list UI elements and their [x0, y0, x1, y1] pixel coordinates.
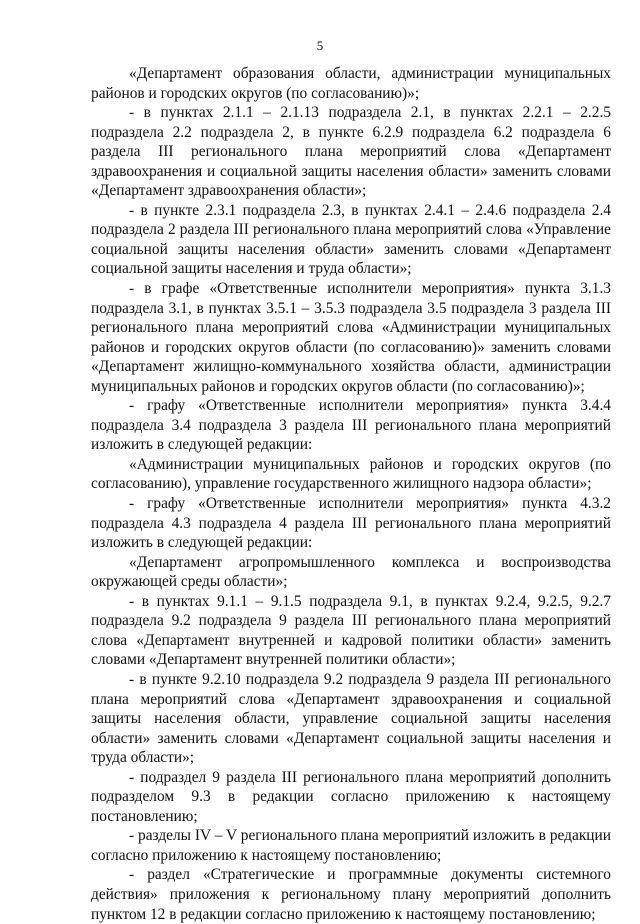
paragraph-13: - раздел «Стратегические и программные документы системного действия» приложения к региональному плану мероприятий дополнить пунктом 12 в редакции согласно приложению к настоящему постановлению;: [91, 866, 611, 923]
paragraph-4: - в графе «Ответственные исполнители мероприятия» пункта 3.1.3 подраздела 3.1, в пунктах 3.5.1 – 3.5.3 подраздела 3.5 подраздела 3 раздела III регионального плана мероприятий слова «Администрации муниципальных районов и городских округов области (по согласованию)» заменить словами «Департамент жилищно-коммунального хозяйства области, администрации муниципальных районов и городских округов области (по согласованию)»;: [91, 280, 611, 395]
document-body: [91, 64, 611, 924]
paragraph-5: - графу «Ответственные исполнители мероприятия» пункта 3.4.4 подраздела 3.4 подраздела 3 раздела III регионального плана мероприятий изложить в следующей редакции:: [91, 397, 611, 454]
paragraph-12: - разделы IV – V регионального плана мероприятий изложить в редакции согласно приложению к настоящему постановлению;: [91, 827, 611, 864]
paragraph-1: «Департамент образования области, администрации муниципальных районов и городских округов (по согласованию)»;: [91, 65, 611, 102]
paragraph-3: - в пункте 2.3.1 подраздела 2.3, в пунктах 2.4.1 – 2.4.6 подраздела 2.4 подраздела 2 раздела III регионального плана мероприятий слова «Управление социальной защиты населения области» заменить словами «Департамент социальной защиты населения и труда области»;: [91, 201, 611, 278]
paragraph-2: - в пунктах 2.1.1 – 2.1.13 подраздела 2.1, в пунктах 2.2.1 – 2.2.5 подраздела 2.2 подраздела 2, в пункте 6.2.9 подраздела 6.2 подраздела 6 раздела III регионального плана мероприятий слова «Департамент здравоохранения и социальной защиты населения области» заменить словами «Департамент здравоохранения области»;: [91, 104, 611, 200]
paragraph-10: - в пункте 9.2.10 подраздела 9.2 подраздела 9 раздела III регионального плана мероприятий слова «Департамент здравоохранения и социальной защиты населения области, управление социальной защиты населения области» заменить словами «Департамент социальной защиты населения и труда области»;: [91, 670, 611, 767]
paragraph-11: - подраздел 9 раздела III регионального плана мероприятий дополнить подразделом 9.3 в редакции согласно приложению к настоящему постановлению;: [91, 768, 611, 825]
paragraph-9: - в пунктах 9.1.1 – 9.1.5 подраздела 9.1, в пунктах 9.2.4, 9.2.5, 9.2.7 подраздела 9.2 подраздела 9 раздела III регионального плана мероприятий слова «Департамент внутренней и кадровой политики области» заменить словами «Департамент внутренней политики области»;: [91, 592, 611, 669]
paragraph-8: «Департамент агропромышленного комплекса и воспроизводства окружающей среды области»;: [91, 553, 611, 591]
paragraph-7: - графу «Ответственные исполнители мероприятия» пункта 4.3.2 подраздела 4.3 подраздела 4 раздела III регионального плана мероприятий изложить в следующей редакции:: [91, 495, 611, 552]
paragraph-6: «Администрации муниципальных районов и городских округов (по согласованию), управление государственного жилищного надзора области»;: [91, 455, 611, 493]
page-number: 5: [316, 38, 324, 53]
